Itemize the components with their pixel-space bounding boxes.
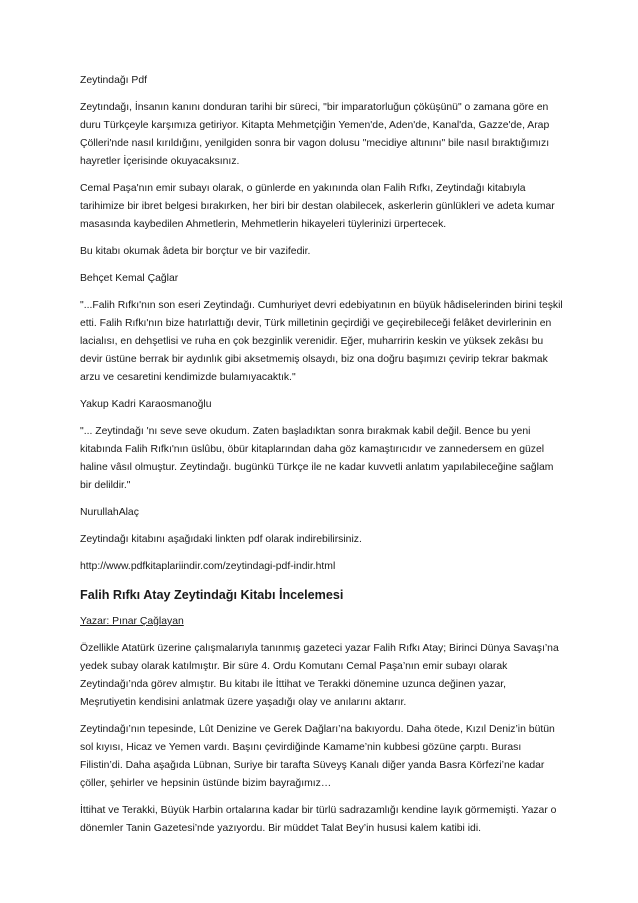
download-paragraph: Zeytindağı kitabını aşağıdaki linkten pdf olarak indirebilirsiniz. <box>80 534 362 545</box>
byline: Yazar: Pınar Çağlayan <box>80 616 184 627</box>
review-paragraph-2: Zeytindağı’nın tepesinde, Lût Denizine ve Gerek Dağları’na bakıyordu. Daha ötede, Kızıl Deniz’in bütün sol kıyısı, Hicaz ve Yemen vardı. Başını çevirdiğinde Kamame’nin kubbesi gözüne çarptı. Burası Filistin’di. Daha aşağıda Lübnan, Suriye bir tarafta Süveyş Kanalı diğer yanda Basra Körfezi’ne kadar çöller, şehirler ve hepsinin üstünde bizim bayrağımız… <box>80 724 555 789</box>
quote-zeytindagi: "... Zeytindağı 'nı seve seve okudum. Zaten başladıktan sonra bırakmak kabil değil. Bence bu yeni kitabında Falih Rıfkı'nın üslûbu, öbür kitaplarından daha göz kamaştırıcıdır ve zannedersem en güzel haline vâsıl olmuştur. Zeytindağı. bugünkü Türkçe ile ne kadar kuvvetli anlatım yapılabileceğine sağlam bir delildir." <box>80 426 554 491</box>
intro-paragraph: Zeytındağı, İnsanın kanını donduran tarihi bir süreci, "bir imparatorluğun çöküşünü" o zamana göre en duru Türkçeyle karşımıza getiriyor. Kitapta Mehmetçiğin Yemen'de, Aden'de, Kanal'da, Gazze'de, Arap Çölleri'nde nasıl kırıldığını, yenilgiden sonra bir vagon dolusu "mecidiye altınını" bile nasıl bıraktığımızı hayretler İçerisinde okuyacaksınız. <box>80 102 550 167</box>
section-heading: Falih Rıfkı Atay Zeytindağı Kitabı İncelemesi <box>80 588 344 602</box>
duty-paragraph: Bu kitabı okumak âdeta bir borçtur ve bir vazifedir. <box>80 246 311 257</box>
download-link-paragraph <box>80 558 564 576</box>
document-title: Zeytindağı Pdf <box>80 75 148 86</box>
quote-author-behcet: Behçet Kemal Çağlar <box>80 273 179 284</box>
quote-falih-rifki: "...Falih Rıfkı'nın son eseri Zeytindağı. Cumhuriyet devri edebiyatının en büyük hâdiselerinden birini teşkil etti. Falih Rıfkı'nın bize hatırlattığı devir, Türk milletinin geçirdiği ve geçirebileceği felâket devirlerinin en lacialısı, en dehşetlisi ve ruha en çok bezginlik verenidir. Eğer, muharririn keskin ve yüksek zekâsı bu devir üstüne berrak bir aydınlık gibi aksetmemiş olsaydı, biz ona doğru başımızı çevirip tekrar bakmak arzu ve cesaretini kendimizde bulamıyacaktık." <box>80 300 563 383</box>
review-paragraph-1: Özellikle Atatürk üzerine çalışmalarıyla tanınmış gazeteci yazar Falih Rıfkı Atay; Birinci Dünya Savaşı’na yedek subay olarak katılmıştır. Bir süre 4. Ordu Komutanı Cemal Paşa’nın emir subayı olarak Zeytindağı’nda görev almıştır. Bu kitabı ile İttihat ve Terakki dönemine uzunca değinen yazar, Meşrutiyetin kendisini anlatmak üzere yaşadığı olay ve anılarını aktarır. <box>80 643 559 708</box>
document-page <box>80 72 564 847</box>
download-link[interactable]: http://www.pdfkitaplariindir.com/zeytindagi-pdf-indir.html <box>80 561 336 572</box>
quote-author-yakup: Yakup Kadri Karaosmanoğlu <box>80 399 212 410</box>
review-paragraph-3: İttihat ve Terakki, Büyük Harbin ortalarına kadar bir türlü sadrazamlığı kendine layık görmemişti. Yazar o dönemler Tanin Gazetesi’nde yazıyordu. Bir müddet Talat Bey’in hususi kalem katibi idi. <box>80 805 557 834</box>
cemal-pasa-paragraph: Cemal Paşa'nın emir subayı olarak, o günlerde en yakınında olan Falih Rıfkı, Zeytindağı kitabıyla tarihimize bir ibret belgesi bırakırken, her biri bir destan olabilecek, askerlerin günlükleri ve adeta kumar masasında kaybedilen Ahmetlerin, Mehmetlerin hikayeleri tüylerinizi ürpertecek. <box>80 183 555 230</box>
quote-author-nurullah: NurullahAlaç <box>80 507 139 518</box>
